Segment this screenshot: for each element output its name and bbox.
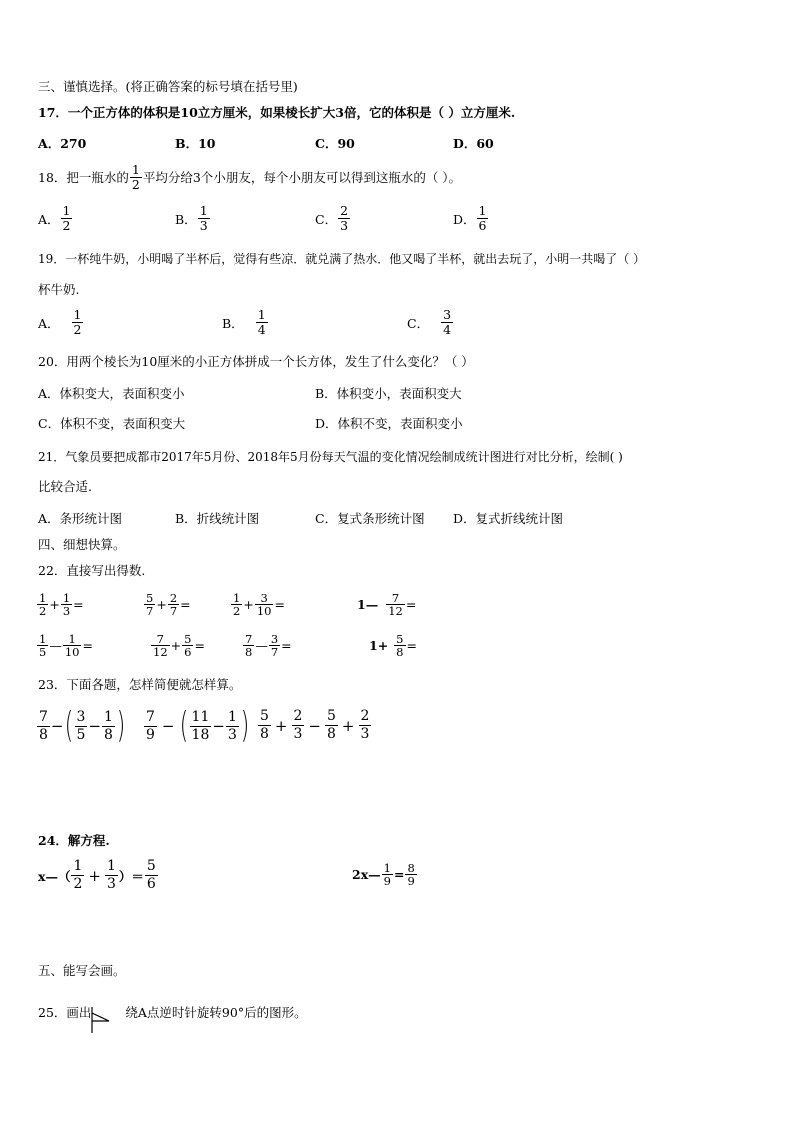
fraction-numerator: 5 <box>146 858 156 874</box>
fraction-denominator: 12 <box>388 604 403 618</box>
left-paren: ( <box>64 705 73 746</box>
option-fraction <box>198 204 210 233</box>
q20-option-a: A．体积变大，表面积变小 <box>38 386 185 401</box>
operator: + <box>243 597 254 612</box>
fraction-denominator: 8 <box>245 645 253 659</box>
fraction-numerator: 1 <box>199 203 208 218</box>
fraction-numerator: 1 <box>257 307 266 322</box>
operator: − <box>88 717 102 735</box>
fraction-numerator: 1 <box>131 162 140 177</box>
q22-expr-8 <box>369 633 417 658</box>
operator: − <box>50 717 64 735</box>
q20-option-b: B．体积变小，表面积变大 <box>315 386 462 401</box>
fraction-denominator: 3 <box>293 726 303 742</box>
q22-expr-7 <box>242 633 292 658</box>
fraction-denominator: 3 <box>106 876 116 892</box>
option-label: C． <box>315 211 338 227</box>
q19-stem-cont: 杯牛奶. <box>38 282 80 297</box>
fraction-numerator: 1 <box>106 858 116 874</box>
option-fraction <box>256 308 268 337</box>
fraction-numerator: 3 <box>260 591 268 605</box>
equals-sign: = <box>405 597 417 612</box>
fraction-numerator: 1 <box>39 591 47 605</box>
fraction-denominator: 7 <box>270 645 279 659</box>
q20-option-d: D．体积不变，表面积变小 <box>315 416 463 431</box>
fraction-numerator: 8 <box>407 861 415 875</box>
equals-sign: = <box>274 597 285 612</box>
fraction-numerator: 7 <box>39 708 48 725</box>
operand-prefix: 1+ <box>369 638 389 653</box>
fraction <box>226 709 239 744</box>
option-label: B． <box>222 315 244 331</box>
fraction-numerator: 2 <box>169 591 178 605</box>
q17-option-c: C．90 <box>315 136 355 151</box>
fraction-denominator: 12 <box>153 645 168 659</box>
fraction-numerator: 7 <box>391 591 400 605</box>
fraction-denominator: 3 <box>62 604 71 618</box>
q18-option-d <box>453 204 489 233</box>
fraction-denominator: 9 <box>383 874 391 888</box>
fraction-numerator: 2 <box>340 203 349 218</box>
fraction <box>102 709 115 744</box>
fraction-denominator: 8 <box>396 645 404 659</box>
equals-sign: = <box>82 638 93 653</box>
operator: + <box>156 597 167 612</box>
fraction-denominator: 6 <box>146 876 156 892</box>
q21-stem: 21．气象员要把成都市2017年5月份、2018年5月份每天气温的变化情况绘制成统计图进行对比分析，绘制( ) <box>38 450 623 464</box>
q25-stem-post: 绕A点逆时针旋转90°后的图形。 <box>125 1005 307 1020</box>
q18-stem <box>38 163 461 192</box>
q25-stem-pre: 25．画出 <box>38 1005 92 1020</box>
q17-option-b: B．10 <box>175 136 216 151</box>
fraction-denominator: 2 <box>73 876 83 892</box>
fraction-numerator: 1 <box>68 632 76 646</box>
fraction <box>61 592 72 617</box>
fraction-numerator: 7 <box>156 632 164 646</box>
fraction <box>182 633 193 658</box>
q23-expr-1 <box>36 705 126 746</box>
fraction-denominator: 2 <box>73 322 82 337</box>
option-fraction <box>72 308 84 337</box>
fraction <box>105 858 118 893</box>
section-3-heading: 三、谨慎选择。(将正确答案的标号填在括号里) <box>38 79 298 94</box>
fraction-numerator: 5 <box>146 591 154 605</box>
q19-option-c <box>407 308 454 337</box>
equals-sign: = <box>194 638 205 653</box>
fraction <box>269 633 280 658</box>
q22-expr-3 <box>230 592 285 617</box>
section-5-heading: 五、能写会画。 <box>38 963 126 978</box>
q23-expr-3 <box>257 708 372 743</box>
fraction-numerator: 1 <box>383 861 391 875</box>
fraction-numerator: 1 <box>73 307 82 322</box>
fraction <box>144 709 157 744</box>
triangle-figure-icon <box>91 1007 127 1033</box>
fraction-numerator: 5 <box>396 632 404 646</box>
fraction <box>168 592 179 617</box>
option-label: B． <box>175 211 197 227</box>
q21-option-a: A．条形统计图 <box>38 511 123 526</box>
fraction-numerator: 5 <box>327 708 336 724</box>
fraction-numerator: 11 <box>191 708 210 725</box>
fraction <box>37 592 48 617</box>
q23-stem: 23．下面各题，怎样简便就怎样算。 <box>38 677 242 692</box>
q22-expr-6 <box>150 633 205 658</box>
fraction-numerator: 7 <box>245 632 253 646</box>
equation-prefix: 2x— <box>352 867 381 882</box>
fraction <box>386 592 405 617</box>
fraction-numerator: 1 <box>227 708 237 725</box>
fraction-denominator: 3 <box>340 218 349 233</box>
equals-sign: = <box>406 638 417 653</box>
right-paren: ) <box>240 705 250 746</box>
fraction-denominator: 9 <box>146 726 155 743</box>
fraction-denominator: 8 <box>39 726 48 743</box>
fraction-denominator: 4 <box>257 322 266 337</box>
fraction <box>63 633 82 658</box>
q21-option-c: C．复式条形统计图 <box>315 511 425 526</box>
q23-expr-2 <box>143 705 250 746</box>
fraction-denominator: 18 <box>191 726 210 743</box>
q21-option-b: B．折线统计图 <box>175 511 260 526</box>
fraction-numerator: 1 <box>478 203 487 218</box>
section-4-heading: 四、细想快算。 <box>38 537 126 552</box>
q22-stem: 22．直接写出得数. <box>38 563 146 578</box>
fraction-denominator: 5 <box>76 726 86 743</box>
operator: − <box>212 717 225 735</box>
fraction <box>325 708 338 743</box>
fraction-denominator: 2 <box>233 604 241 618</box>
fraction-numerator: 7 <box>146 708 155 725</box>
fraction-numerator: 5 <box>260 708 269 724</box>
operator: + <box>88 866 101 885</box>
fraction <box>231 592 242 617</box>
operator: − <box>161 717 175 735</box>
fraction-denominator: 9 <box>407 874 415 888</box>
q25-stem <box>38 993 307 1033</box>
operator: + <box>49 597 60 612</box>
option-label: A． <box>38 315 60 331</box>
option-fraction <box>477 204 489 233</box>
fraction-denominator: 3 <box>199 218 208 233</box>
option-fraction <box>61 204 73 233</box>
fraction-numerator: 5 <box>184 632 192 646</box>
q17-stem: 17．一个正方体的体积是10立方厘米，如果棱长扩大3倍，它的体积是（ ）立方厘米. <box>38 105 516 120</box>
fraction-denominator: 8 <box>327 726 336 742</box>
fraction-denominator: 2 <box>62 218 71 233</box>
option-label: C． <box>407 315 430 331</box>
fraction-numerator: 2 <box>360 708 370 724</box>
fraction <box>144 592 155 617</box>
fraction-denominator: 8 <box>260 726 269 742</box>
operator: — <box>255 638 268 653</box>
fraction-numerator: 1 <box>104 708 113 725</box>
fraction-denominator: 10 <box>256 604 272 618</box>
q20-option-c: C．体积不变，表面积变大 <box>38 416 186 431</box>
fraction <box>145 858 158 893</box>
operand-prefix: 1— <box>357 597 379 612</box>
q19-option-a <box>38 308 84 337</box>
q21-option-d: D．复式折线统计图 <box>453 511 564 526</box>
q22-expr-4 <box>357 592 416 617</box>
fraction-denominator: 7 <box>169 604 178 618</box>
fraction <box>394 633 405 658</box>
fraction <box>190 709 212 744</box>
q22-expr-5 <box>36 633 93 658</box>
fraction-denominator: 6 <box>184 645 192 659</box>
fraction-numerator: 1 <box>39 632 47 646</box>
fraction-denominator: 3 <box>227 726 237 743</box>
q18-stem-fraction <box>130 163 142 192</box>
q21-stem-cont: 比较合适. <box>38 479 92 494</box>
fraction <box>382 862 393 887</box>
fraction-numerator: 1 <box>62 203 71 218</box>
operator: + <box>341 716 355 735</box>
fraction-denominator: 2 <box>131 177 140 192</box>
fraction-numerator: 3 <box>270 632 279 646</box>
fraction-denominator: 6 <box>478 218 487 233</box>
q24-equation-2 <box>352 862 418 887</box>
fraction-numerator: 1 <box>73 858 83 874</box>
q20-stem: 20．用两个棱长为10厘米的小正方体拼成一个长方体，发生了什么变化？（ ） <box>38 354 474 369</box>
q24-stem: 24．解方程. <box>38 833 110 848</box>
operator: + <box>274 716 288 735</box>
fraction-denominator: 5 <box>39 645 47 659</box>
operator: + <box>170 638 182 653</box>
fraction-numerator: 1 <box>233 591 241 605</box>
q19-stem: 19．一杯纯牛奶，小明喝了半杯后，觉得有些凉．就兑满了热水．他又喝了半杯，就出去玩了，小明一共喝了（ ） <box>38 252 646 266</box>
fraction <box>243 633 254 658</box>
fraction-denominator: 2 <box>39 604 47 618</box>
q17-option-a: A．270 <box>38 136 87 151</box>
equals-sign: = <box>281 638 292 653</box>
fraction-denominator: 4 <box>443 322 452 337</box>
q24-equation-1 <box>38 858 159 893</box>
left-paren: ( <box>179 705 188 746</box>
q22-expr-2 <box>143 592 191 617</box>
fraction <box>37 633 48 658</box>
fraction <box>71 858 84 893</box>
fraction <box>258 708 271 743</box>
q18-option-a <box>38 204 73 233</box>
q18-stem-post: 平均分给3个小朋友，每个小朋友可以得到这瓶水的（ ）。 <box>142 169 462 185</box>
option-fraction <box>338 204 350 233</box>
fraction <box>255 592 274 617</box>
fraction <box>151 633 170 658</box>
fraction-denominator: 3 <box>360 726 370 742</box>
equation-equals: ）＝ <box>118 868 144 884</box>
option-fraction <box>441 308 453 337</box>
option-label: D． <box>453 211 476 227</box>
fraction-numerator: 3 <box>76 708 86 725</box>
q18-stem-pre: 18．把一瓶水的 <box>38 169 129 185</box>
fraction <box>359 708 372 743</box>
fraction-numerator: 1 <box>62 591 71 605</box>
q18-option-c <box>315 204 351 233</box>
fraction <box>292 708 305 743</box>
equals-sign: = <box>73 597 84 612</box>
q19-option-b <box>222 308 269 337</box>
fraction <box>405 862 416 887</box>
fraction <box>37 709 50 744</box>
fraction-denominator: 7 <box>146 604 154 618</box>
operator: — <box>49 638 62 653</box>
equals-sign: = <box>393 867 405 882</box>
q22-expr-1 <box>36 592 84 617</box>
fraction-denominator: 8 <box>104 726 113 743</box>
equals-sign: = <box>180 597 191 612</box>
fraction-numerator: 3 <box>443 307 452 322</box>
fraction-denominator: 10 <box>64 645 80 659</box>
q17-option-d: D．60 <box>453 136 494 151</box>
option-label: A． <box>38 211 60 227</box>
q18-option-b <box>175 204 211 233</box>
right-paren: ) <box>116 705 126 746</box>
fraction <box>75 709 88 744</box>
operator: − <box>308 716 321 735</box>
fraction-numerator: 2 <box>293 708 303 724</box>
equation-prefix: x—（ <box>38 868 71 884</box>
